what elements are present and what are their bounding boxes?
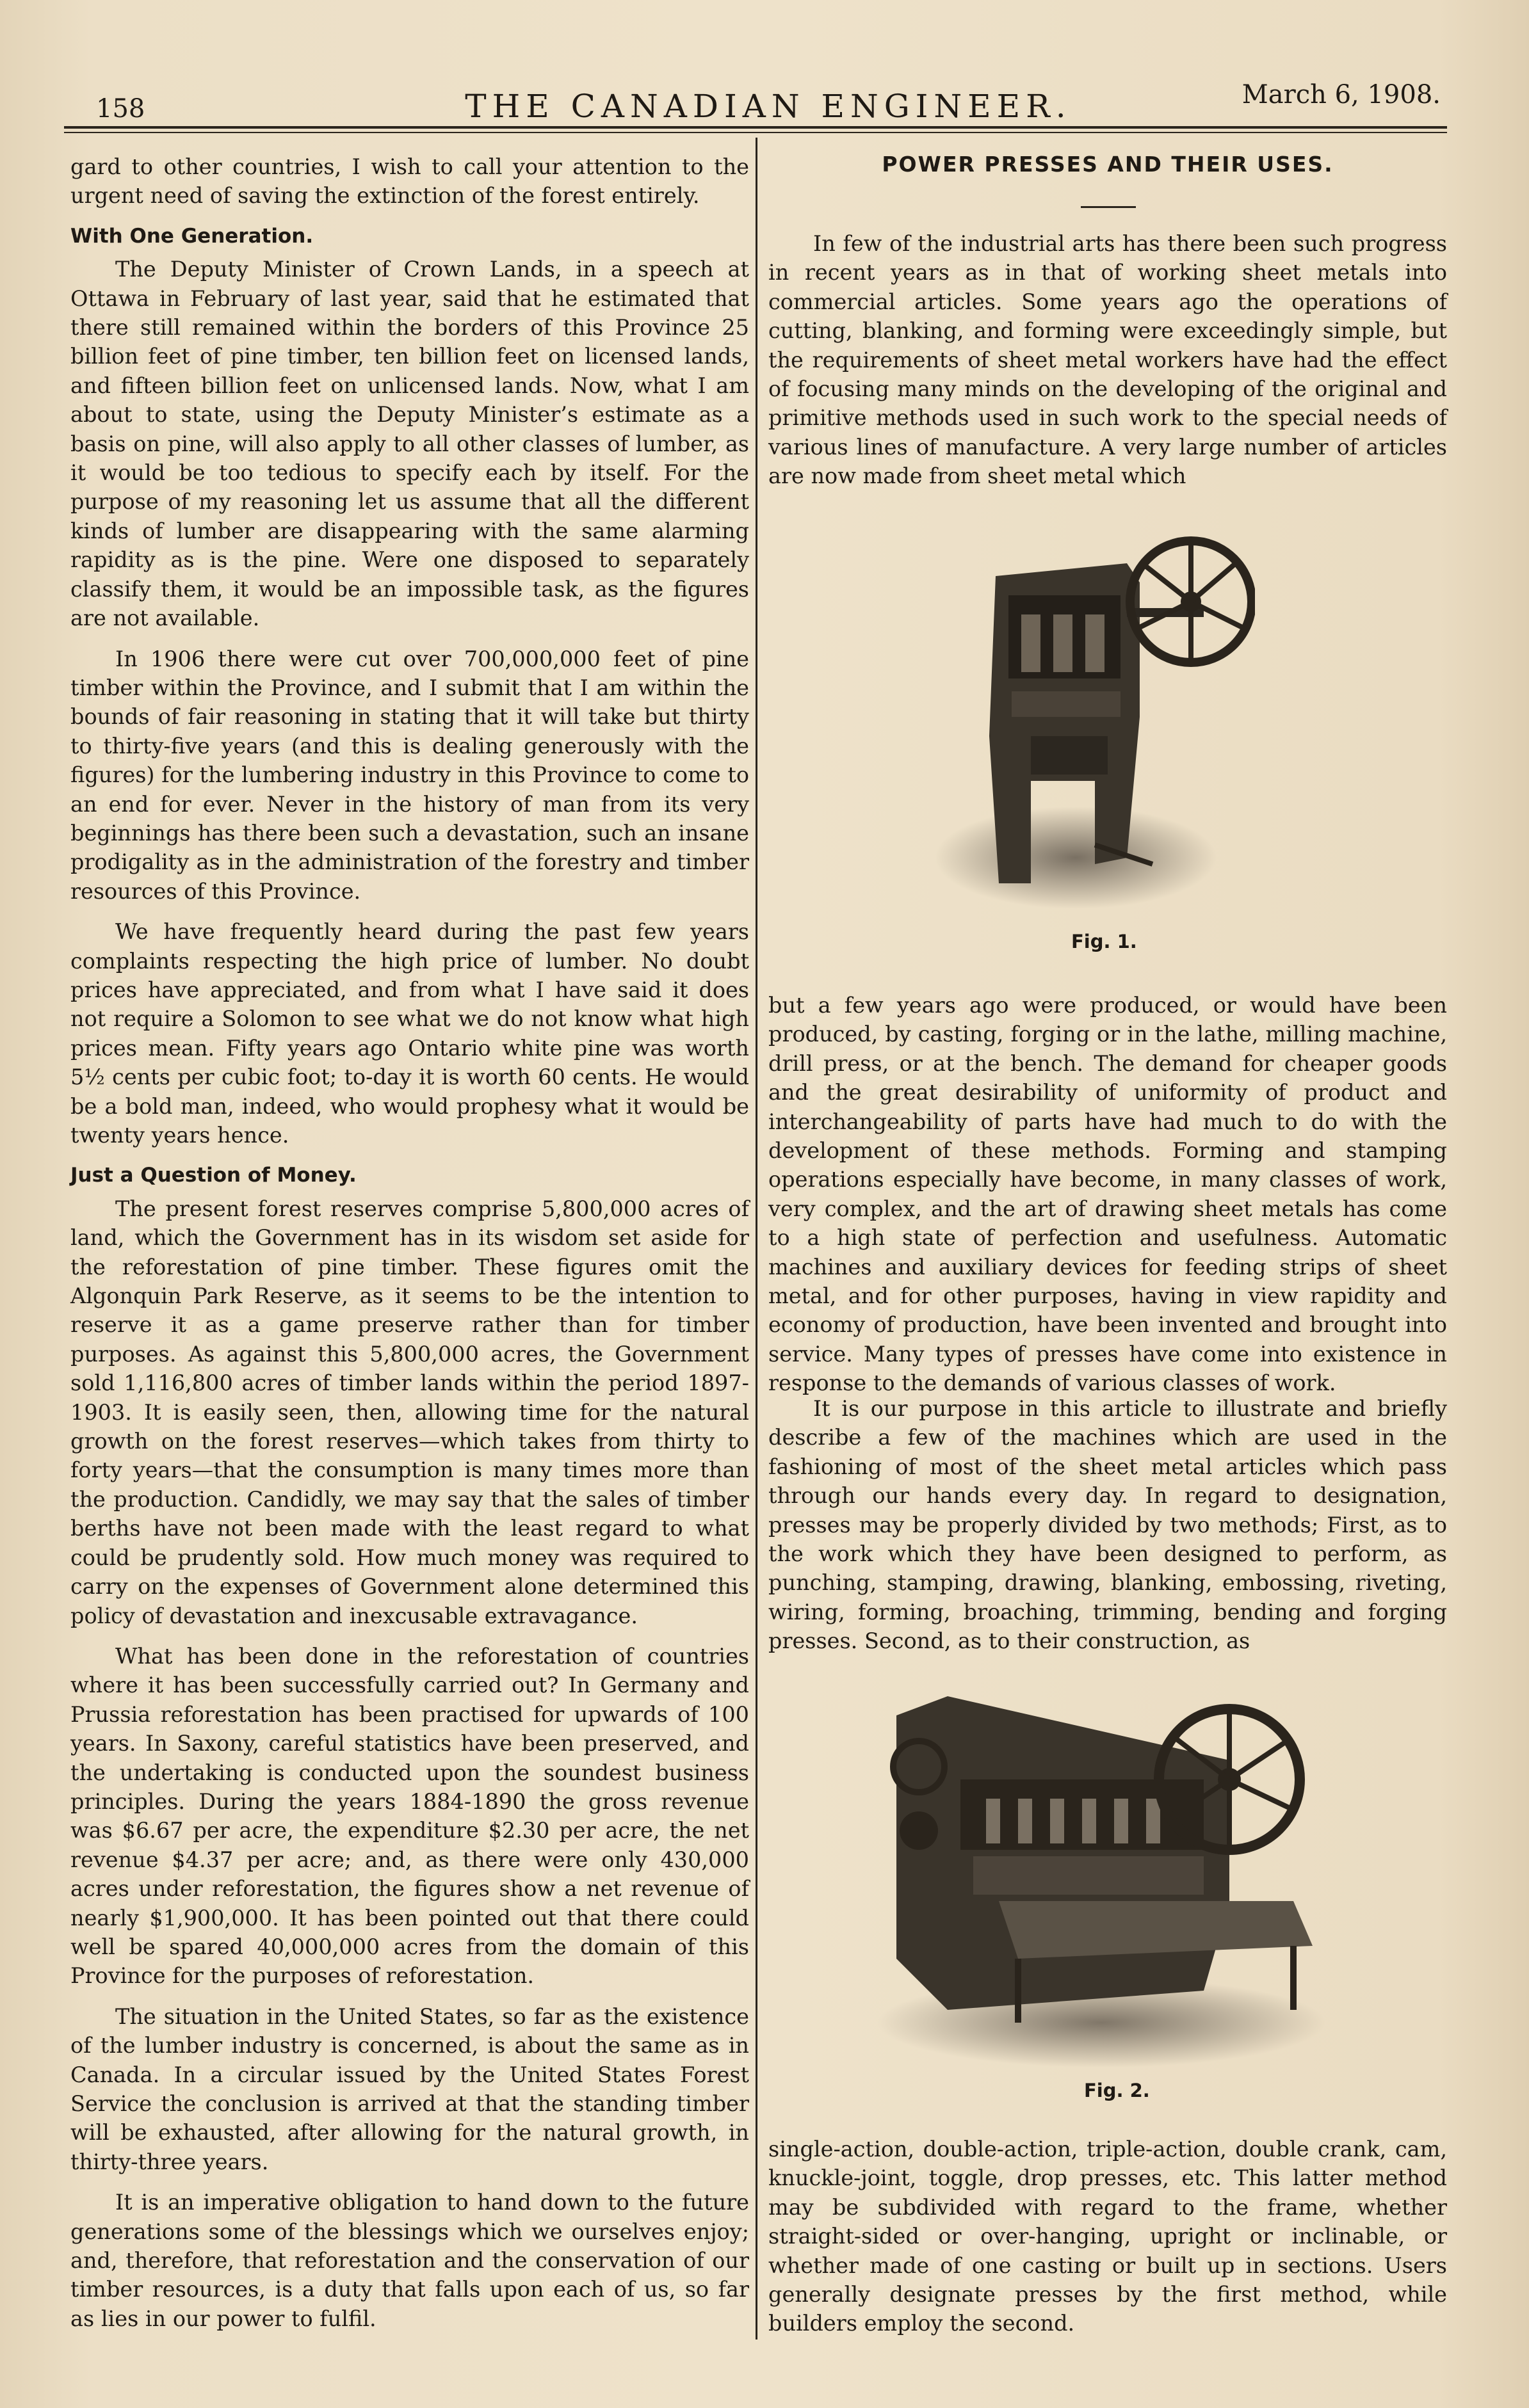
paragraph: The Deputy Minister of Crown Lands, in a speech at Ottawa in February of last year, said that he estimated that there still remained within the borders of this Province 25 billion feet of pine timber, ten billion feet on licensed lands, and fifteen billion feet on unlicensed lands. Now, what I am about to state, using the Deputy Minister’s estimate as a basis on pine, will also apply to all other classes of lumber, as it would be too tedious to specify each by itself. For the purpose of my reasoning let us assume that all the different kinds of lumber are disappearing with the same alarming rapidity as is the pine. Were one disposed to separately classify them, it would be an impossible task, as the figures are not available. [70, 257, 749, 631]
paragraph: single-action, double-action, triple-action, double crank, cam, knuckle-joint, toggle, drop presses, etc. This latter method may be subdivided with regard to the frame, whether straight-sided or over-hanging, upright or inclinable, or whether made of one casting or built up in sections. Users generally designate presses by the first method, while builders employ the second. [768, 2137, 1447, 2336]
paragraph: It is our purpose in this article to illustrate and briefly describe a few of the machines which are used in the fashioning of most of the sheet metal articles which pass through our hands every day. In regard to designation, presses may be properly divided by two methods; First, as to the work which they have been designed to perform, as punching, stamping, drawing, blanking, embossing, riveting, wiring, forming, broaching, trimming, bending and forging presses. Second, as to their construction, as [768, 1396, 1447, 1654]
paragraph: gard to other countries, I wish to call your attention to the urgent need of saving the extinction of the forest entirely. [70, 154, 749, 209]
title-rule [1081, 206, 1136, 208]
paragraph: It is an imperative obligation to hand down to the future generations some of the blessings which we ourselves enjoy; and, therefore, that reforestation and the conservation of our timber resources, is a duty that falls upon each of us, so far as lies in our power to fulfil. [70, 2190, 749, 2331]
section-heading: Just a Question of Money. [70, 1164, 357, 1187]
header-rule [64, 126, 1447, 129]
page-header [90, 74, 1447, 125]
paragraph: but a few years ago were produced, or would have been produced, by casting, forging or in the lathe, milling machine, drill press, or at the bench. The demand for cheaper goods and the great desirability of uniformity of product and interchangeability of parts have had much to do with the development of these methods. Forming and stamping operations especially have become, in many classes of work, very complex, and the art of drawing sheet metals has come to a high state of perfection and usefulness. Automatic machines and auxiliary devices for feeding strips of sheet metal, and for other purposes, having in view rapidity and economy of production, have been invented and brought into service. Many types of presses have come into existence in response to the demands of various classes of work. [768, 993, 1447, 1396]
column-divider [756, 138, 757, 2340]
journal-title: THE CANADIAN ENGINEER. [465, 88, 1072, 125]
page-number: 158 [96, 94, 145, 124]
article-title: POWER PRESSES AND THEIR USES. [882, 152, 1334, 177]
right-column-middle [768, 991, 1447, 1409]
issue-date: March 6, 1908. [1242, 80, 1441, 109]
paragraph: In few of the industrial arts has there been such progress in recent years as in that of working sheet metals into commercial articles. Some years ago the operations of cutting, blanking, and forming were exceedingly simple, but the requirements of sheet metal workers have had the effect of focusing many minds on the developing of the original and primitive methods used in such work to the special needs of various lines of manufacture. A very large number of articles are now made from sheet metal which [768, 231, 1447, 489]
section-heading: With One Generation. [70, 224, 314, 248]
paragraph: In 1906 there were cut over 700,000,000 feet of pine timber within the Province, and I submit that I am within the bounds of fair reasoning in stating that it will take but thirty to thirty-five years (and this is dealing generously with the figures) for the lumbering industry in this Province to come to an end for ever. Never in the history of man from its very beginnings has there been such a devastation, such an insane prodigality as in the administration of the forestry and timber resources of this Province. [70, 646, 749, 904]
header-rule-thin [64, 132, 1447, 133]
right-column-lower [768, 1394, 1447, 1667]
figure-2-caption: Fig. 2. [1084, 2080, 1150, 2101]
figure-1-caption: Fig. 1. [1071, 931, 1137, 952]
right-column-end [768, 2135, 1447, 2350]
figure-1-press-illustration [935, 525, 1255, 922]
right-column-intro [768, 229, 1447, 502]
figure-2-press-illustration [871, 1690, 1338, 2067]
paragraph: We have frequently heard during the past few years complaints respecting the high price of lumber. No doubt prices have appreciated, and from what I have said it does not require a Solomon to see what we do not know what high prices mean. Fifty years ago Ontario white pine was worth 5½ cents per cubic foot; to-day it is worth 60 cents. He would be a bold man, indeed, who would prophesy what it would be twenty years hence. [70, 919, 749, 1148]
paragraph: The present forest reserves comprise 5,800,000 acres of land, which the Government has in its wisdom set aside for the reforestation of pine timber. These figures omit the Algonquin Park Reserve, as it seems to be the intention to reserve it as a game preserve rather than for timber purposes. As against this 5,800,000 acres, the Government sold 1,116,800 acres of timber lands within the period 1897-1903. It is easily seen, then, allowing time for the natural growth on the forest reserves—which takes from thirty to forty years—that the consumption is many times more than the production. Candidly, we may say that the sales of timber berths have not been made with the least regard to what could be prudently sold. How much money was required to carry on the expenses of Government alone determined this policy of devastation and inexcusable extravagance. [70, 1196, 749, 1628]
left-column [70, 152, 749, 2345]
paragraph: What has been done in the reforestation of countries where it has been successfully carried out? In Germany and Prussia reforestation has been practised for upwards of 100 years. In Saxony, careful statistics have been preserved, and the undertaking is conducted upon the soundest business principles. During the years 1884-1890 the gross revenue was $6.67 per acre, the expenditure $2.30 per acre, the net revenue $4.37 per acre; and, as there were only 430,000 acres under reforestation, the figures show a net revenue of nearly $1,900,000. It has been pointed out that there could well be spared 40,000,000 acres from the domain of this Province for the purposes of reforestation. [70, 1643, 749, 1989]
paragraph: The situation in the United States, so far as the existence of the lumber industry is concerned, is about the same as in Canada. In a circular issued by the United States Forest Service the conclusion is arrived at that the standing timber will be exhausted, after allowing for the natural growth, in thirty-three years. [70, 2003, 749, 2174]
